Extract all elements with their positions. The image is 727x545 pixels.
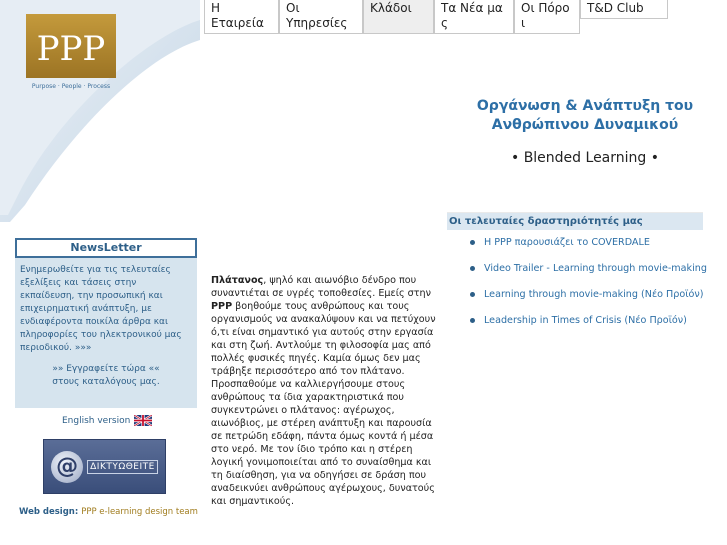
tab-company-label-1: Η xyxy=(211,1,221,15)
english-version-label: English version xyxy=(62,415,131,426)
logo-initials: PPP xyxy=(36,29,106,69)
newsletter-subscribe-link[interactable] xyxy=(15,363,197,389)
tab-resources[interactable] xyxy=(514,0,580,34)
tab-resources-label-2: ι xyxy=(521,16,526,30)
webdesign-label: Web design: xyxy=(19,507,79,517)
newsletter-subscribe-line2: στους καταλόγους μας. xyxy=(52,377,160,387)
logo-area xyxy=(0,0,200,225)
webdesign-credit xyxy=(19,507,198,517)
webdesign-team-link[interactable]: PPP e-learning design team xyxy=(81,507,198,517)
tab-news-label-2: ς xyxy=(441,16,449,30)
tab-td-club[interactable] xyxy=(580,0,668,19)
main-nav xyxy=(204,0,668,34)
logo-graphic xyxy=(0,0,200,225)
at-sign-icon: @ xyxy=(51,451,83,483)
newsletter-title: NewsLetter xyxy=(15,238,197,258)
tab-resources-label-1: Οι Πόρο xyxy=(521,1,570,15)
newsletter-text[interactable]: Ενημερωθείτε για τις τελευταίες εξελίξεις και τάσεις στην εκπαίδευση, την προσωπική και επιχειρηματική ανάπτυξη, με ενδιαφέροντα ποικίλα άρθρα και πληροφορίες του ηλεκτρονικού μας περιοδικού. »»» xyxy=(20,265,182,353)
activities-list xyxy=(470,236,710,340)
tab-company-label-2: Εταιρεία xyxy=(211,16,264,30)
activity-link[interactable]: Leadership in Times of Crisis (Νέο Προϊόν) xyxy=(470,314,710,328)
headline-line2: Ανθρώπινου Δυναμικού xyxy=(491,117,679,133)
blended-learning-tagline: • Blended Learning • xyxy=(510,150,659,166)
networked-label: ΔΙΚΤΥΩΘΕΙΤΕ xyxy=(87,460,158,474)
tab-td-club-label: T&D Club xyxy=(587,1,644,15)
uk-flag-icon xyxy=(134,415,152,426)
activity-link[interactable]: Η PPP παρουσιάζει το COVERDALE xyxy=(470,236,710,250)
tab-sectors[interactable] xyxy=(363,0,434,34)
body-part2: βοηθούμε τους ανθρώπους και τους οργανισμούς να ανακαλύψουν και να πετύχουν ό,τι είναι σημαντικό για αυτούς στην εργασία και στη ζωή. Αντλούμε τη φιλοσοφία μας από πολλές φυσικές πηγές. Καμία όμως δεν μας τράβηξε περισσότερο από τον πλάτανο. Προσπαθούμε να καλλιεργήσουμε στους ανθρώπους τα ίδια χαρακτηριστικά που συγκεντρώνει ο πλάτανος: αγέρωχος, αιωνόβιος, με στέρεη ανάπτυξη και παρουσία σε πετρώδη εδάφη, πάντα όμως κοντά ή μέσα στο νερό. Με τον ίδιο τρόπο και η στέρεη λογική γονιμοποιείται από το συναίσθημα και τη διαίσθηση, για να οδηγήσει σε δράση που αναδεικνύει ανθρώπους αγέρωχους, δυνατούς και σημαντικούς. xyxy=(211,301,436,507)
tab-services-label-2: Υπηρεσίες xyxy=(286,16,348,30)
body-brand: PPP xyxy=(211,301,233,312)
tab-sectors-label: Κλάδοι xyxy=(370,1,412,15)
body-part1: , ψηλό και αιωνόβιο δένδρο που συναντιέται σε υγρές τοποθεσίες. Εμείς στην xyxy=(211,275,431,299)
platanos-description xyxy=(211,274,437,508)
tab-services-label-1: Οι xyxy=(286,1,300,15)
tab-news[interactable] xyxy=(434,0,514,34)
tab-news-label-1: Τα Νέα μα xyxy=(441,1,503,15)
page-headline xyxy=(447,97,723,135)
activity-link[interactable]: Video Trailer - Learning through movie-making xyxy=(470,262,710,276)
headline-line1: Οργάνωση & Ανάπτυξη του xyxy=(476,98,694,114)
tab-company[interactable] xyxy=(204,0,279,34)
body-lead-word: Πλάτανος xyxy=(211,275,264,286)
newsletter-subscribe-line1: »» Εγγραφείτε τώρα «« xyxy=(52,364,160,374)
networked-banner[interactable] xyxy=(43,439,166,494)
english-version-link[interactable] xyxy=(62,415,152,426)
activities-title: Οι τελευταίες δραστηριότητές μας xyxy=(447,212,703,230)
logo-tagline: Purpose · People · Process xyxy=(31,83,111,90)
activity-link[interactable]: Learning through movie-making (Νέο Προϊόν) xyxy=(470,288,710,302)
newsletter-box xyxy=(15,238,197,408)
tab-services[interactable] xyxy=(279,0,363,34)
